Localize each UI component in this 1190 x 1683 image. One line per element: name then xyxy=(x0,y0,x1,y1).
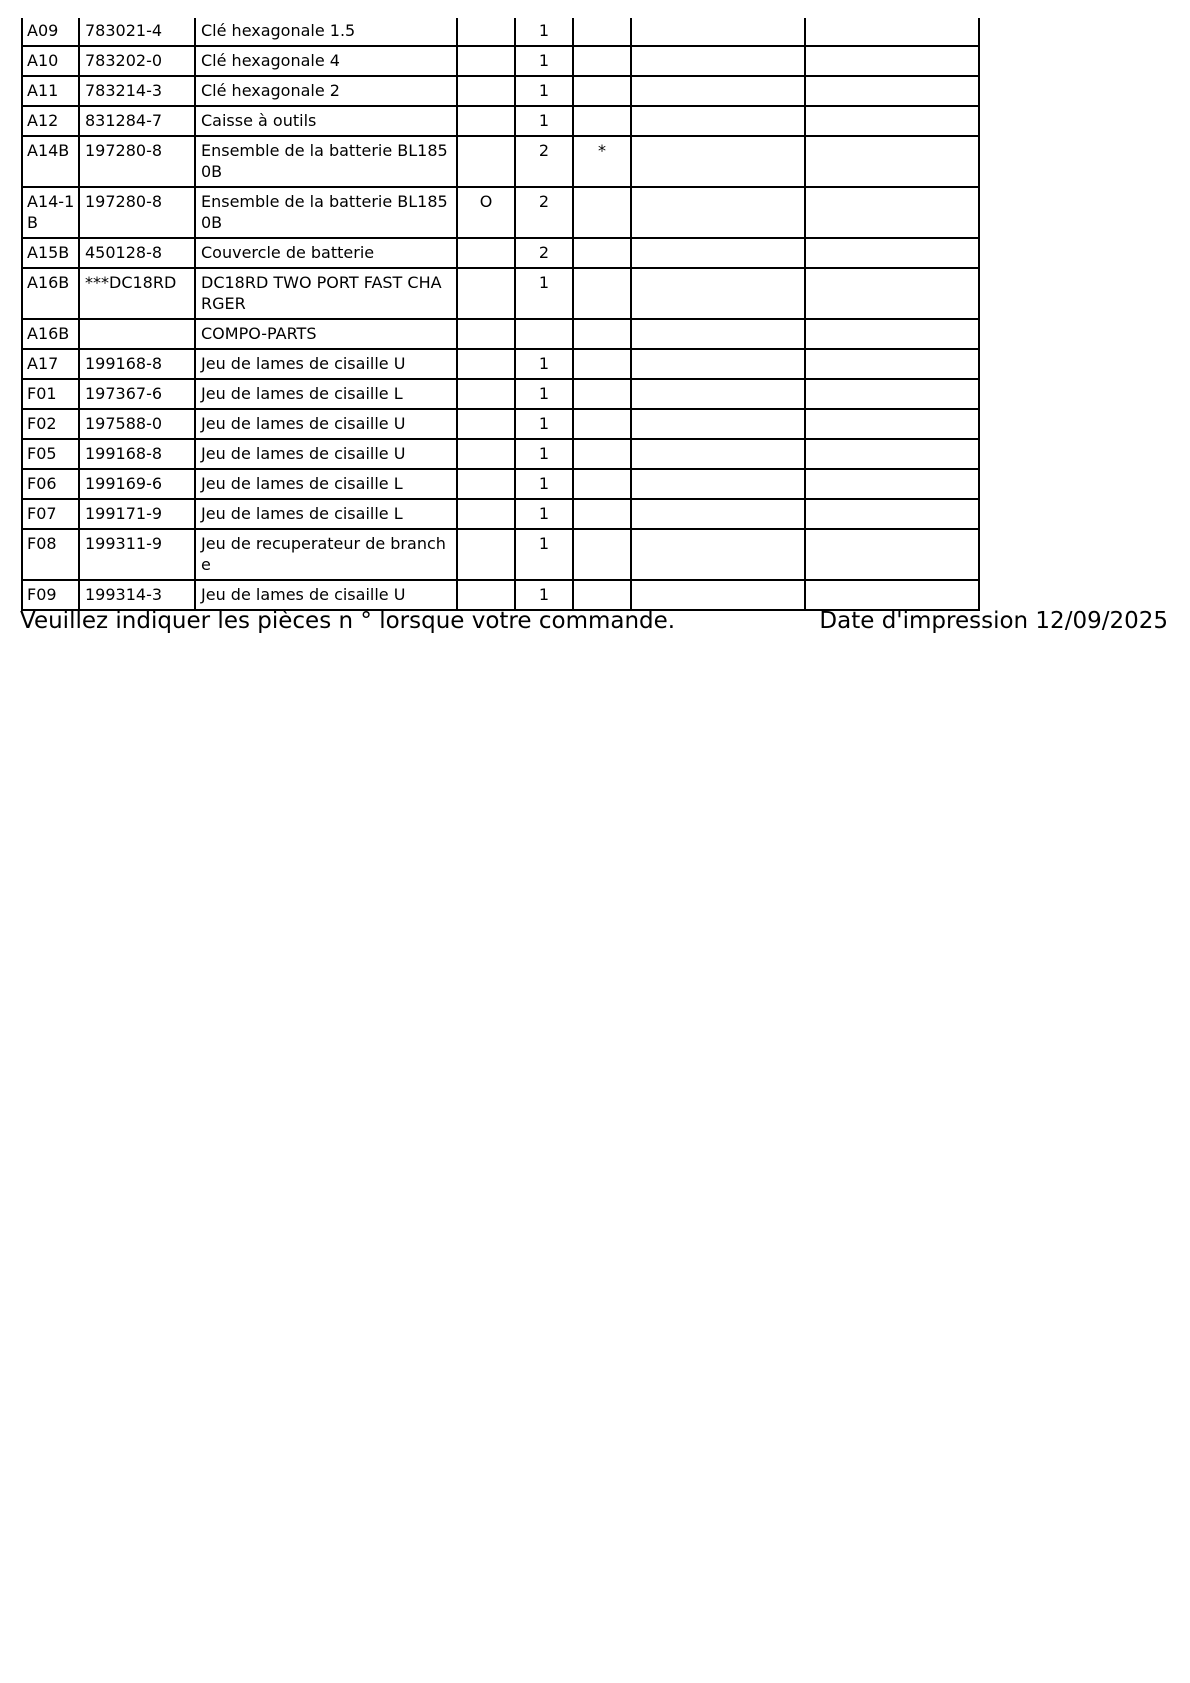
cell-note xyxy=(573,238,631,268)
cell-part-no: 199314-3 xyxy=(79,580,195,610)
cell-option xyxy=(457,499,515,529)
cell-description: Jeu de lames de cisaille U xyxy=(195,409,457,439)
cell-extra-1 xyxy=(631,499,805,529)
cell-part-no: 197280-8 xyxy=(79,187,195,238)
cell-quantity: 2 xyxy=(515,238,573,268)
cell-extra-2 xyxy=(805,409,979,439)
cell-item-no: F08 xyxy=(22,529,79,580)
cell-extra-2 xyxy=(805,439,979,469)
cell-extra-2 xyxy=(805,268,979,319)
table-row xyxy=(22,238,979,268)
cell-option xyxy=(457,349,515,379)
cell-note xyxy=(573,46,631,76)
cell-extra-2 xyxy=(805,349,979,379)
cell-description: Jeu de lames de cisaille U xyxy=(195,349,457,379)
cell-description: Ensemble de la batterie BL1850B xyxy=(195,136,457,187)
cell-option xyxy=(457,46,515,76)
cell-description: Jeu de lames de cisaille L xyxy=(195,469,457,499)
cell-note xyxy=(573,349,631,379)
cell-note xyxy=(573,187,631,238)
cell-option xyxy=(457,136,515,187)
parts-table xyxy=(21,18,980,611)
cell-item-no: F06 xyxy=(22,469,79,499)
cell-extra-1 xyxy=(631,529,805,580)
table-row xyxy=(22,409,979,439)
cell-description: COMPO-PARTS xyxy=(195,319,457,349)
table-row xyxy=(22,76,979,106)
cell-quantity: 1 xyxy=(515,469,573,499)
cell-quantity: 1 xyxy=(515,268,573,319)
cell-note xyxy=(573,529,631,580)
cell-option xyxy=(457,238,515,268)
cell-description: Clé hexagonale 4 xyxy=(195,46,457,76)
cell-item-no: A17 xyxy=(22,349,79,379)
cell-quantity: 1 xyxy=(515,409,573,439)
cell-part-no: 197367-6 xyxy=(79,379,195,409)
cell-item-no: F09 xyxy=(22,580,79,610)
cell-option xyxy=(457,319,515,349)
cell-item-no: A10 xyxy=(22,46,79,76)
cell-description: Jeu de lames de cisaille U xyxy=(195,580,457,610)
cell-description: Clé hexagonale 2 xyxy=(195,76,457,106)
table-row xyxy=(22,46,979,76)
cell-extra-2 xyxy=(805,106,979,136)
cell-extra-1 xyxy=(631,319,805,349)
cell-quantity: 1 xyxy=(515,76,573,106)
cell-description: Jeu de lames de cisaille L xyxy=(195,379,457,409)
cell-quantity: 1 xyxy=(515,439,573,469)
cell-quantity: 1 xyxy=(515,379,573,409)
cell-option xyxy=(457,379,515,409)
table-row xyxy=(22,136,979,187)
cell-option xyxy=(457,439,515,469)
cell-extra-2 xyxy=(805,319,979,349)
cell-part-no: 199168-8 xyxy=(79,349,195,379)
cell-item-no: F01 xyxy=(22,379,79,409)
cell-part-no: 783021-4 xyxy=(79,18,195,46)
cell-extra-2 xyxy=(805,238,979,268)
cell-quantity: 1 xyxy=(515,106,573,136)
cell-quantity: 1 xyxy=(515,18,573,46)
cell-note xyxy=(573,379,631,409)
cell-extra-1 xyxy=(631,46,805,76)
cell-quantity: 2 xyxy=(515,187,573,238)
cell-quantity xyxy=(515,319,573,349)
cell-part-no: 783214-3 xyxy=(79,76,195,106)
table-row xyxy=(22,439,979,469)
cell-extra-2 xyxy=(805,187,979,238)
cell-extra-1 xyxy=(631,379,805,409)
table-row xyxy=(22,187,979,238)
cell-description: DC18RD TWO PORT FAST CHARGER xyxy=(195,268,457,319)
cell-quantity: 1 xyxy=(515,499,573,529)
table-row xyxy=(22,379,979,409)
cell-extra-1 xyxy=(631,187,805,238)
cell-note xyxy=(573,439,631,469)
cell-option: O xyxy=(457,187,515,238)
cell-part-no: 783202-0 xyxy=(79,46,195,76)
cell-part-no xyxy=(79,319,195,349)
cell-extra-1 xyxy=(631,469,805,499)
cell-note xyxy=(573,268,631,319)
cell-note xyxy=(573,76,631,106)
cell-item-no: A09 xyxy=(22,18,79,46)
cell-item-no: A11 xyxy=(22,76,79,106)
cell-item-no: A16B xyxy=(22,268,79,319)
table-row xyxy=(22,469,979,499)
cell-note xyxy=(573,18,631,46)
print-date: Date d'impression 12/09/2025 xyxy=(819,608,1168,634)
table-row xyxy=(22,268,979,319)
order-instruction-note: Veuillez indiquer les pièces n ° lorsque votre commande. xyxy=(20,608,676,634)
cell-description: Caisse à outils xyxy=(195,106,457,136)
cell-part-no: 199171-9 xyxy=(79,499,195,529)
cell-item-no: F05 xyxy=(22,439,79,469)
cell-extra-2 xyxy=(805,529,979,580)
cell-description: Jeu de lames de cisaille L xyxy=(195,499,457,529)
cell-extra-2 xyxy=(805,379,979,409)
cell-extra-1 xyxy=(631,106,805,136)
cell-item-no: A14B xyxy=(22,136,79,187)
cell-item-no: A16B xyxy=(22,319,79,349)
cell-part-no: 199311-9 xyxy=(79,529,195,580)
cell-quantity: 1 xyxy=(515,46,573,76)
cell-item-no: A12 xyxy=(22,106,79,136)
cell-note xyxy=(573,499,631,529)
cell-note xyxy=(573,469,631,499)
table-row xyxy=(22,106,979,136)
cell-quantity: 1 xyxy=(515,529,573,580)
cell-description: Jeu de recuperateur de branche xyxy=(195,529,457,580)
cell-note: * xyxy=(573,136,631,187)
cell-description: Clé hexagonale 1.5 xyxy=(195,18,457,46)
table-row xyxy=(22,349,979,379)
cell-item-no: F07 xyxy=(22,499,79,529)
cell-note xyxy=(573,106,631,136)
table-row xyxy=(22,319,979,349)
cell-extra-1 xyxy=(631,409,805,439)
cell-quantity: 1 xyxy=(515,349,573,379)
table-row xyxy=(22,499,979,529)
table-row xyxy=(22,529,979,580)
cell-option xyxy=(457,529,515,580)
cell-option xyxy=(457,76,515,106)
cell-part-no: 831284-7 xyxy=(79,106,195,136)
cell-item-no: A15B xyxy=(22,238,79,268)
cell-description: Ensemble de la batterie BL1850B xyxy=(195,187,457,238)
cell-part-no: ***DC18RD xyxy=(79,268,195,319)
cell-item-no: A14-1B xyxy=(22,187,79,238)
cell-part-no: 199169-6 xyxy=(79,469,195,499)
cell-item-no: F02 xyxy=(22,409,79,439)
cell-part-no: 199168-8 xyxy=(79,439,195,469)
cell-extra-1 xyxy=(631,439,805,469)
cell-extra-1 xyxy=(631,136,805,187)
cell-extra-1 xyxy=(631,76,805,106)
cell-quantity: 2 xyxy=(515,136,573,187)
cell-extra-2 xyxy=(805,46,979,76)
cell-extra-2 xyxy=(805,469,979,499)
cell-option xyxy=(457,18,515,46)
cell-option xyxy=(457,409,515,439)
cell-option xyxy=(457,106,515,136)
cell-note xyxy=(573,409,631,439)
cell-extra-2 xyxy=(805,18,979,46)
table-row xyxy=(22,18,979,46)
cell-extra-1 xyxy=(631,238,805,268)
cell-description: Couvercle de batterie xyxy=(195,238,457,268)
cell-option xyxy=(457,268,515,319)
cell-extra-1 xyxy=(631,268,805,319)
cell-extra-2 xyxy=(805,76,979,106)
cell-description: Jeu de lames de cisaille U xyxy=(195,439,457,469)
cell-part-no: 197280-8 xyxy=(79,136,195,187)
cell-option xyxy=(457,469,515,499)
cell-part-no: 450128-8 xyxy=(79,238,195,268)
cell-quantity: 1 xyxy=(515,580,573,610)
cell-extra-1 xyxy=(631,349,805,379)
cell-extra-2 xyxy=(805,136,979,187)
cell-extra-2 xyxy=(805,499,979,529)
cell-part-no: 197588-0 xyxy=(79,409,195,439)
cell-extra-1 xyxy=(631,18,805,46)
cell-note xyxy=(573,319,631,349)
